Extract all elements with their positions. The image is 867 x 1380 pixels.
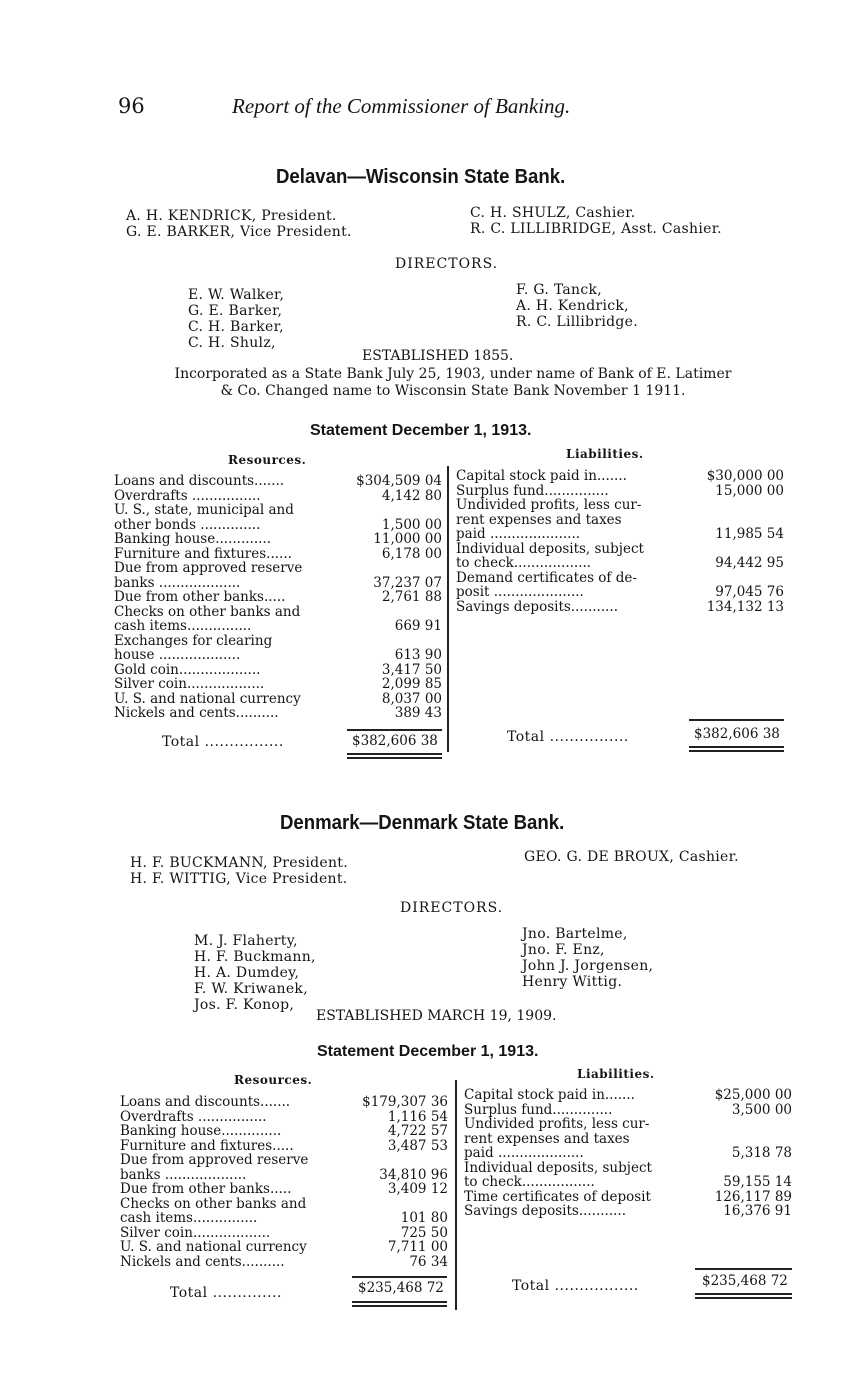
ledger-label: Nickels and cents.......... (114, 705, 279, 721)
bank-name: Denmark—Denmark State Bank. (280, 812, 565, 834)
ledger-label: Capital stock paid in....... (464, 1087, 635, 1103)
ledger-amount: 101 80 (400, 1210, 448, 1226)
ledger-amount: 134,132 13 (706, 598, 784, 615)
officers-right: C. H. SHULZ, Cashier. R. C. LILLIBRIDGE, Asst. Cashier. (470, 205, 722, 237)
ledger-amount: 1,500 00 (381, 516, 442, 533)
officers-left: A. H. KENDRICK, President. G. E. BARKER, Vice President. (126, 208, 352, 240)
ledger-label: Banking house............. (114, 531, 272, 547)
ledger-row (114, 532, 442, 547)
ledger-label: Silver coin.................. (114, 676, 265, 692)
ledger-amount: 4,722 57 (387, 1123, 448, 1139)
ledger-label: Due from other banks..... (114, 589, 286, 605)
ledger-amount: $179,307 36 (362, 1094, 448, 1110)
rule-line (347, 729, 442, 731)
ledger-label: Surplus fund............... (456, 482, 609, 499)
ledger-row (114, 605, 442, 634)
ledger-row (456, 542, 784, 571)
ledger-row (456, 498, 784, 542)
ledger-row (464, 1190, 792, 1205)
liabilities-total: $235,468 72 (702, 1273, 788, 1289)
ledger-label: Exchanges for clearing house ................... (114, 632, 273, 663)
directors-left: M. J. Flaherty, H. F. Buckmann, H. A. Dumdey, F. W. Kriwanek, Jos. F. Konop, (194, 933, 316, 1013)
ledger-row (120, 1240, 448, 1255)
ledger-amount: 389 43 (394, 705, 442, 721)
ledger-row (120, 1255, 448, 1270)
ledger-row (114, 547, 442, 562)
ledger-label: Demand certificates of de- posit ..................... (456, 569, 637, 600)
rule-line (689, 750, 784, 752)
ledger-row (114, 474, 442, 489)
ledger-row (114, 663, 442, 678)
rule-line (352, 1305, 447, 1307)
incorporation-note: Incorporated as a State Bank July 25, 1903, under name of Bank of E. Latimer & Co. Changed name to Wisconsin State Bank November 1 1911. (174, 366, 732, 399)
ledger-label: Loans and discounts....... (114, 473, 285, 489)
ledger-label: Overdrafts ................ (114, 487, 261, 504)
ledger-amount: 5,318 78 (731, 1145, 792, 1161)
ledger-amount: 3,487 53 (387, 1137, 448, 1154)
ledger-row (120, 1197, 448, 1226)
ledger-amount: 59,155 14 (723, 1174, 792, 1190)
ledger-amount: 15,000 00 (715, 482, 784, 499)
ledger-label: Undivided profits, less cur- rent expenses and taxes paid .................... (464, 1116, 650, 1161)
ledger-row (120, 1153, 448, 1182)
ledger-label: Checks on other banks and cash items............... (114, 603, 301, 634)
column-divider (447, 466, 449, 752)
ledger-row (114, 561, 442, 590)
ledger-label: Due from other banks..... (120, 1181, 292, 1197)
resources-heading: Resources. (228, 453, 307, 467)
liabilities-heading: Liabilities. (566, 447, 644, 461)
statement-title: Statement December 1, 1913. (310, 422, 532, 439)
ledger-amount: 725 50 (400, 1224, 448, 1241)
established-note: ESTABLISHED MARCH 19, 1909. (316, 1008, 557, 1024)
ledger-label: Checks on other banks and cash items............... (120, 1195, 307, 1226)
ledger-amount: 76 34 (409, 1253, 448, 1270)
rule-line (689, 719, 784, 721)
ledger-label: Furniture and fixtures..... (120, 1137, 294, 1154)
bank-name: Delavan—Wisconsin State Bank. (276, 166, 566, 188)
ledger-row (120, 1110, 448, 1125)
liabilities-heading: Liabilities. (577, 1067, 655, 1081)
page-number: 96 (118, 94, 145, 118)
ledger-amount: 94,442 95 (715, 555, 784, 571)
ledger-row (464, 1161, 792, 1190)
liabilities-total: $382,606 38 (694, 726, 780, 742)
ledger-label: Nickels and cents.......... (120, 1253, 285, 1270)
ledger-row (464, 1103, 792, 1118)
ledger-label: Furniture and fixtures...... (114, 545, 292, 562)
ledger-amount: 16,376 91 (723, 1203, 792, 1219)
ledger-label: U. S. and national currency (114, 690, 301, 707)
ledger-amount: 11,000 00 (373, 531, 442, 547)
ledger-row (120, 1095, 448, 1110)
officers-right: GEO. G. DE BROUX, Cashier. (524, 849, 739, 865)
ledger-amount: 11,985 54 (715, 526, 784, 542)
ledger-label: Silver coin.................. (120, 1224, 271, 1241)
ledger-amount: 126,117 89 (714, 1188, 792, 1205)
ledger-label: Individual deposits, subject to check................. (464, 1159, 652, 1190)
ledger-label: Individual deposits, subject to check.................. (456, 540, 644, 571)
ledger-row (120, 1226, 448, 1241)
directors-left: E. W. Walker, G. E. Barker, C. H. Barker, C. H. Shulz, (188, 287, 285, 351)
rule-line (695, 1297, 792, 1299)
ledger-row (114, 634, 442, 663)
directors-right: Jno. Bartelme, Jno. F. Enz, John J. Jorgensen, Henry Wittig. (522, 926, 654, 990)
ledger-row (456, 484, 784, 499)
ledger-amount: 1,116 54 (387, 1108, 448, 1125)
ledger-row (114, 706, 442, 721)
ledger-row (456, 571, 784, 600)
ledger-amount: 37,237 07 (373, 574, 442, 591)
statement-title: Statement December 1, 1913. (317, 1043, 539, 1060)
resources-total: $235,468 72 (358, 1280, 444, 1296)
ledger-label: Time certificates of deposit (464, 1188, 651, 1205)
ledger-row (464, 1204, 792, 1219)
ledger-label: Banking house.............. (120, 1123, 282, 1139)
ledger-label: Savings deposits........... (464, 1203, 626, 1219)
ledger-amount: 7,711 00 (387, 1239, 448, 1255)
ledger-row (120, 1124, 448, 1139)
established-note: ESTABLISHED 1855. (362, 348, 514, 364)
rule-line (347, 757, 442, 759)
ledger-label: Overdrafts ................ (120, 1108, 267, 1125)
ledger-amount: 3,500 00 (731, 1101, 792, 1118)
ledger-row (464, 1088, 792, 1103)
ledger-label: U. S., state, municipal and other bonds .............. (114, 502, 294, 533)
rule-line (347, 753, 442, 755)
ledger-label: Capital stock paid in....... (456, 468, 627, 484)
resources-total: $382,606 38 (352, 733, 438, 749)
ledger-amount: 4,142 80 (381, 487, 442, 504)
total-label: Total ................. (512, 1278, 639, 1294)
ledger-row (456, 600, 784, 615)
rule-line (695, 1293, 792, 1295)
ledger-row (114, 489, 442, 504)
ledger-row (120, 1182, 448, 1197)
ledger-amount: 613 90 (394, 647, 442, 663)
ledger-row (120, 1139, 448, 1154)
rule-line (695, 1268, 792, 1270)
ledger-row (114, 590, 442, 605)
ledger-amount: 3,417 50 (381, 661, 442, 678)
ledger-label: Due from approved reserve banks ................... (120, 1152, 309, 1183)
ledger-row (114, 692, 442, 707)
ledger-amount: 97,045 76 (715, 584, 784, 600)
ledger-amount: 2,099 85 (381, 676, 442, 692)
ledger-label: Due from approved reserve banks ................... (114, 560, 303, 591)
rule-line (689, 746, 784, 748)
officers-left: H. F. BUCKMANN, President. H. F. WITTIG, Vice President. (130, 855, 348, 887)
ledger-amount: $30,000 00 (706, 468, 784, 484)
ledger-amount: 34,810 96 (379, 1166, 448, 1183)
ledger-row (464, 1117, 792, 1161)
ledger-label: Gold coin................... (114, 661, 261, 678)
ledger-row (114, 503, 442, 532)
total-label: Total .............. (170, 1285, 282, 1301)
running-header: Report of the Commissioner of Banking. (232, 94, 571, 118)
ledger-amount: 669 91 (394, 618, 442, 634)
ledger-amount: $304,509 04 (356, 473, 442, 489)
total-label: Total ................ (162, 734, 284, 750)
ledger-amount: 3,409 12 (387, 1181, 448, 1197)
ledger-row (114, 677, 442, 692)
directors-heading: DIRECTORS. (395, 256, 499, 272)
total-label: Total ................ (507, 729, 629, 745)
ledger-label: Surplus fund.............. (464, 1101, 613, 1118)
rule-line (352, 1301, 447, 1303)
ledger-label: Loans and discounts....... (120, 1094, 291, 1110)
ledger-label: Undivided profits, less cur- rent expenses and taxes paid ..................... (456, 497, 642, 542)
ledger-label: Savings deposits........... (456, 598, 618, 615)
resources-heading: Resources. (234, 1073, 313, 1087)
directors-heading: DIRECTORS. (400, 900, 504, 916)
ledger-amount: 8,037 00 (381, 690, 442, 707)
ledger-amount: 2,761 88 (381, 589, 442, 605)
rule-line (352, 1276, 447, 1278)
ledger-row (456, 469, 784, 484)
directors-right: F. G. Tanck, A. H. Kendrick, R. C. Lillibridge. (516, 282, 638, 330)
ledger-label: U. S. and national currency (120, 1239, 307, 1255)
ledger-amount: $25,000 00 (714, 1087, 792, 1103)
column-divider (455, 1080, 457, 1310)
ledger-amount: 6,178 00 (381, 545, 442, 562)
